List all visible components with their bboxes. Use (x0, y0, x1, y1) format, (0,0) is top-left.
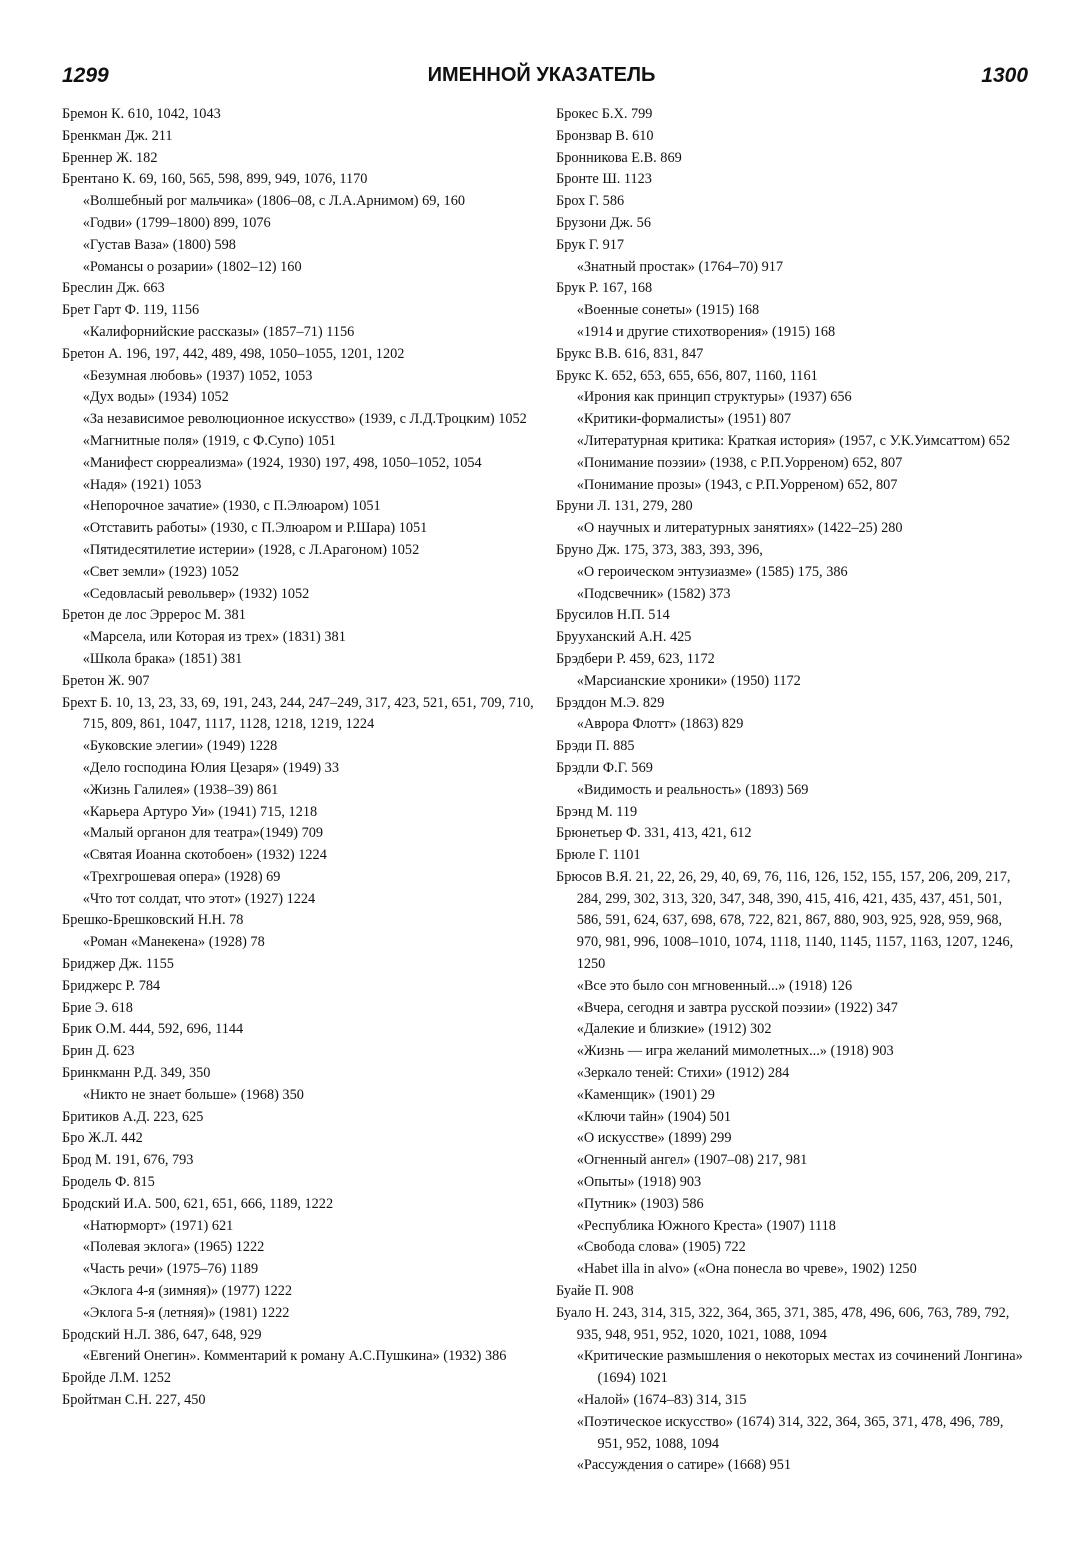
page-number-right: 1300 (981, 64, 1028, 87)
index-entry: Бретон де лос Эррерос М. 381 (62, 607, 246, 624)
page-header (0, 62, 1083, 102)
index-subentry: «Никто не знает больше» (1968) 350 (82, 1086, 304, 1103)
index-subentry: «Годви» (1799–1800) 899, 1076 (82, 214, 271, 231)
index-entry: Бриджер Дж. 1155 (62, 956, 174, 973)
index-subentry: «Безумная любовь» (1937) 1052, 1053 (82, 367, 313, 384)
index-subentry: «О искусстве» (1899) 299 (576, 1130, 732, 1147)
index-subentry: «Рассуждения о сатире» (1668) 951 (576, 1457, 792, 1474)
index-subentry: «Habet illa in alvo» («Она понесла во чреве», 1902) 1250 (576, 1261, 917, 1278)
index-subentry: «Дух воды» (1934) 1052 (82, 389, 229, 406)
index-subentry: «Опыты» (1918) 903 (576, 1174, 702, 1191)
index-entry: Брин Д. 623 (62, 1043, 135, 1060)
index-subentry: «Далекие и близкие» (1912) 302 (576, 1021, 772, 1038)
index-entry: Брик О.М. 444, 592, 696, 1144 (62, 1021, 244, 1038)
index-subentry: «Каменщик» (1901) 29 (576, 1086, 715, 1103)
index-entry: Бройде Л.М. 1252 (62, 1370, 172, 1387)
index-entry: Брие Э. 618 (62, 999, 133, 1016)
index-subentry: «Литературная критика: Краткая история» (1957, с У.К.Уимсаттом) 652 (576, 432, 1011, 449)
index-subentry: «Святая Иоанна скотобоен» (1932) 1224 (82, 847, 327, 864)
index-entry: Брууханский А.Н. 425 (556, 629, 692, 646)
index-subentry: «Свобода слова» (1905) 722 (576, 1239, 746, 1256)
index-subentry: «Малый органон для театра»(1949) 709 (82, 825, 324, 842)
index-subentry: «Видимость и реальность» (1893) 569 (576, 781, 809, 798)
index-entry: Брэдбери Р. 459, 623, 1172 (556, 650, 715, 667)
index-entry: Бреслин Дж. 663 (62, 280, 165, 297)
index-entry: Буайе П. 908 (556, 1283, 634, 1300)
index-subentry: «Непорочное зачатие» (1930, с П.Элюаром) 1051 (82, 498, 381, 515)
index-subentry: «Эклога 4-я (зимняя)» (1977) 1222 (82, 1283, 293, 1300)
index-entry: Буало Н. 243, 314, 315, 322, 364, 365, 371, 385, 478, 496, 606, 763, 789, 792, 935, 948, 951, 952, 1020, 1021, 1088, 1094 (556, 1304, 1010, 1343)
index-subentry: «Полевая эклога» (1965) 1222 (82, 1239, 265, 1256)
index-entry: Брешко-Брешковский Н.Н. 78 (62, 912, 244, 929)
running-title: ИМЕННОЙ УКАЗАТЕЛЬ (427, 64, 656, 86)
index-subentry: «Седовласый револьвер» (1932) 1052 (82, 585, 310, 602)
page-number-left: 1299 (62, 64, 109, 87)
index-subentry: «Школа брака» (1851) 381 (82, 650, 243, 667)
index-entry: Бродский И.А. 500, 621, 651, 666, 1189, 1222 (62, 1195, 334, 1212)
index-subentry: «Аврора Флотт» (1863) 829 (576, 716, 744, 733)
index-subentry: «Налой» (1674–83) 314, 315 (576, 1392, 747, 1409)
index-entry: Брэнд М. 119 (556, 803, 638, 820)
index-subentry: «О героическом энтузиазме» (1585) 175, 386 (576, 563, 848, 580)
index-subentry: «Надя» (1921) 1053 (82, 476, 202, 493)
index-column-left (62, 104, 536, 1412)
index-entry: Брусилов Н.П. 514 (556, 607, 670, 624)
index-entry: Брюсов В.Я. 21, 22, 26, 29, 40, 69, 76, 116, 126, 152, 155, 157, 206, 209, 217, 284, 299, 302, 313, 320, 347, 348, 390, 415, 416, 421, 435, 437, 451, 501, 586, 591, 624, 637, 698, 678, 722, 821, 867, 880, 903, 925, 928, 959, 968, 970, 981, 996, 1008–1010, 1074, 1118, 1140, 1145, 1157, 1163, 1207, 1246, 1250 (556, 868, 1014, 973)
index-entry: Бруни Л. 131, 279, 280 (556, 498, 693, 515)
index-subentry: «Ключи тайн» (1904) 501 (576, 1108, 732, 1125)
index-subentry: «Манифест сюрреализма» (1924, 1930) 197, 498, 1050–1052, 1054 (82, 454, 482, 471)
index-subentry: «Эклога 5-я (летняя)» (1981) 1222 (82, 1304, 290, 1321)
index-entry: Брук Г. 917 (556, 236, 625, 253)
index-subentry: «Республика Южного Креста» (1907) 1118 (576, 1217, 836, 1234)
index-subentry: «Жизнь — игра желаний мимолетных...» (1918) 903 (576, 1043, 894, 1060)
index-entry: Брук Р. 167, 168 (556, 280, 653, 297)
index-subentry: «Подсвечник» (1582) 373 (576, 585, 731, 602)
index-entry: Брет Гарт Ф. 119, 1156 (62, 302, 200, 319)
index-subentry: «Огненный ангел» (1907–08) 217, 981 (576, 1152, 808, 1169)
index-entry: Брукс В.В. 616, 831, 847 (556, 345, 704, 362)
index-entry: Бринкманн Р.Д. 349, 350 (62, 1065, 211, 1082)
index-subentry: «Дело господина Юлия Цезаря» (1949) 33 (82, 759, 339, 776)
index-subentry: «Все это было сон мгновенный...» (1918) 126 (576, 977, 853, 994)
index-subentry: «Понимание поэзии» (1938, с Р.П.Уорреном) 652, 807 (576, 454, 903, 471)
index-entry: Брехт Б. 10, 13, 23, 33, 69, 191, 243, 244, 247–249, 317, 423, 521, 651, 709, 710, 715, 809, 861, 1047, 1117, 1128, 1218, 1219, 1224 (62, 694, 534, 733)
index-subentry: «О научных и литературных занятиях» (1422–25) 280 (576, 520, 903, 537)
index-subentry: «Карьера Артуро Уи» (1941) 715, 1218 (82, 803, 318, 820)
index-entry: Брюнетьер Ф. 331, 413, 421, 612 (556, 825, 752, 842)
index-entry: Бродель Ф. 815 (62, 1174, 155, 1191)
index-column-right (556, 104, 1030, 1477)
index-subentry: «Поэтическое искусство» (1674) 314, 322, 364, 365, 371, 478, 496, 789, 951, 952, 1088, 1094 (576, 1413, 1004, 1452)
index-entry: Брод М. 191, 676, 793 (62, 1152, 194, 1169)
index-entry: Бритиков А.Д. 223, 625 (62, 1108, 204, 1125)
index-subentry: «Отставить работы» (1930, с П.Элюаром и Р.Шара) 1051 (82, 520, 428, 537)
index-entry: Брэдли Ф.Г. 569 (556, 759, 653, 776)
index-subentry: «Знатный простак» (1764–70) 917 (576, 258, 784, 275)
index-entry: Бронте Ш. 1123 (556, 171, 652, 188)
index-subentry: «Евгений Онегин». Комментарий к роману А.С.Пушкина» (1932) 386 (82, 1348, 507, 1365)
index-subentry: «Трехгрошевая опера» (1928) 69 (82, 868, 281, 885)
index-entry: Бреннер Ж. 182 (62, 149, 158, 166)
index-subentry: «Романсы о розарии» (1802–12) 160 (82, 258, 302, 275)
index-subentry: «Густав Ваза» (1800) 598 (82, 236, 236, 253)
index-subentry: «1914 и другие стихотворения» (1915) 168 (576, 323, 836, 340)
index-subentry: «Военные сонеты» (1915) 168 (576, 302, 760, 319)
index-subentry: «Жизнь Галилея» (1938–39) 861 (82, 781, 279, 798)
index-subentry: «Вчера, сегодня и завтра русской поэзии» (1922) 347 (576, 999, 898, 1016)
index-subentry: «Критические размышления о некоторых местах из сочинений Лонгина» (1694) 1021 (576, 1348, 1023, 1387)
index-subentry: «Марсианские хроники» (1950) 1172 (576, 672, 801, 689)
index-subentry: «Калифорнийские рассказы» (1857–71) 1156 (82, 323, 355, 340)
index-entry: Брузони Дж. 56 (556, 214, 651, 231)
index-subentry: «Буковские элегии» (1949) 1228 (82, 738, 278, 755)
index-entry: Брокес Б.Х. 799 (556, 106, 653, 122)
index-entry: Брох Г. 586 (556, 193, 625, 210)
index-entry: Бретон А. 196, 197, 442, 489, 498, 1050–1055, 1201, 1202 (62, 345, 405, 362)
index-subentry: «Марсела, или Которая из трех» (1831) 381 (82, 629, 346, 646)
index-entry: Брентано К. 69, 160, 565, 598, 899, 949, 1076, 1170 (62, 171, 368, 188)
index-entry: Брукс К. 652, 653, 655, 656, 807, 1160, 1161 (556, 367, 818, 384)
index-entry: Брэддон М.Э. 829 (556, 694, 665, 711)
index-entry: Бронзвар В. 610 (556, 127, 654, 144)
index-subentry: «Критики-формалисты» (1951) 807 (576, 411, 792, 428)
index-subentry: «Зеркало теней: Стихи» (1912) 284 (576, 1065, 790, 1082)
index-subentry: «Путник» (1903) 586 (576, 1195, 704, 1212)
index-entry: Бронникова Е.В. 869 (556, 149, 682, 166)
index-entry: Бройтман С.Н. 227, 450 (62, 1392, 206, 1409)
index-subentry: «Пятидесятилетие истерии» (1928, с Л.Арагоном) 1052 (82, 541, 420, 558)
index-entry: Бриджерс Р. 784 (62, 977, 161, 994)
index-entry: Бруно Дж. 175, 373, 383, 393, 396, (556, 541, 763, 558)
index-subentry: «Понимание прозы» (1943, с Р.П.Уорреном) 652, 807 (576, 476, 898, 493)
index-subentry: «Что тот солдат, что этот» (1927) 1224 (82, 890, 316, 907)
index-subentry: «Ирония как принцип структуры» (1937) 656 (576, 389, 852, 406)
index-entry: Бродский Н.Л. 386, 647, 648, 929 (62, 1326, 262, 1343)
index-entry: Бро Ж.Л. 442 (62, 1130, 143, 1147)
index-subentry: «За независимое революционное искусство» (1939, с Л.Д.Троцким) 1052 (82, 411, 527, 428)
index-subentry: «Волшебный рог мальчика» (1806–08, с Л.А.Арнимом) 69, 160 (82, 193, 465, 210)
index-subentry: «Роман «Манекена» (1928) 78 (82, 934, 265, 951)
index-entry: Брэди П. 885 (556, 738, 635, 755)
index-entry: Брюле Г. 1101 (556, 847, 641, 864)
index-subentry: «Часть речи» (1975–76) 1189 (82, 1261, 259, 1278)
index-subentry: «Магнитные поля» (1919, с Ф.Супо) 1051 (82, 432, 336, 449)
index-entry: Бренкман Дж. 211 (62, 127, 173, 144)
index-entry: Бремон К. 610, 1042, 1043 (62, 106, 221, 122)
index-subentry: «Свет земли» (1923) 1052 (82, 563, 240, 580)
index-entry: Бретон Ж. 907 (62, 672, 150, 689)
index-subentry: «Натюрморт» (1971) 621 (82, 1217, 234, 1234)
